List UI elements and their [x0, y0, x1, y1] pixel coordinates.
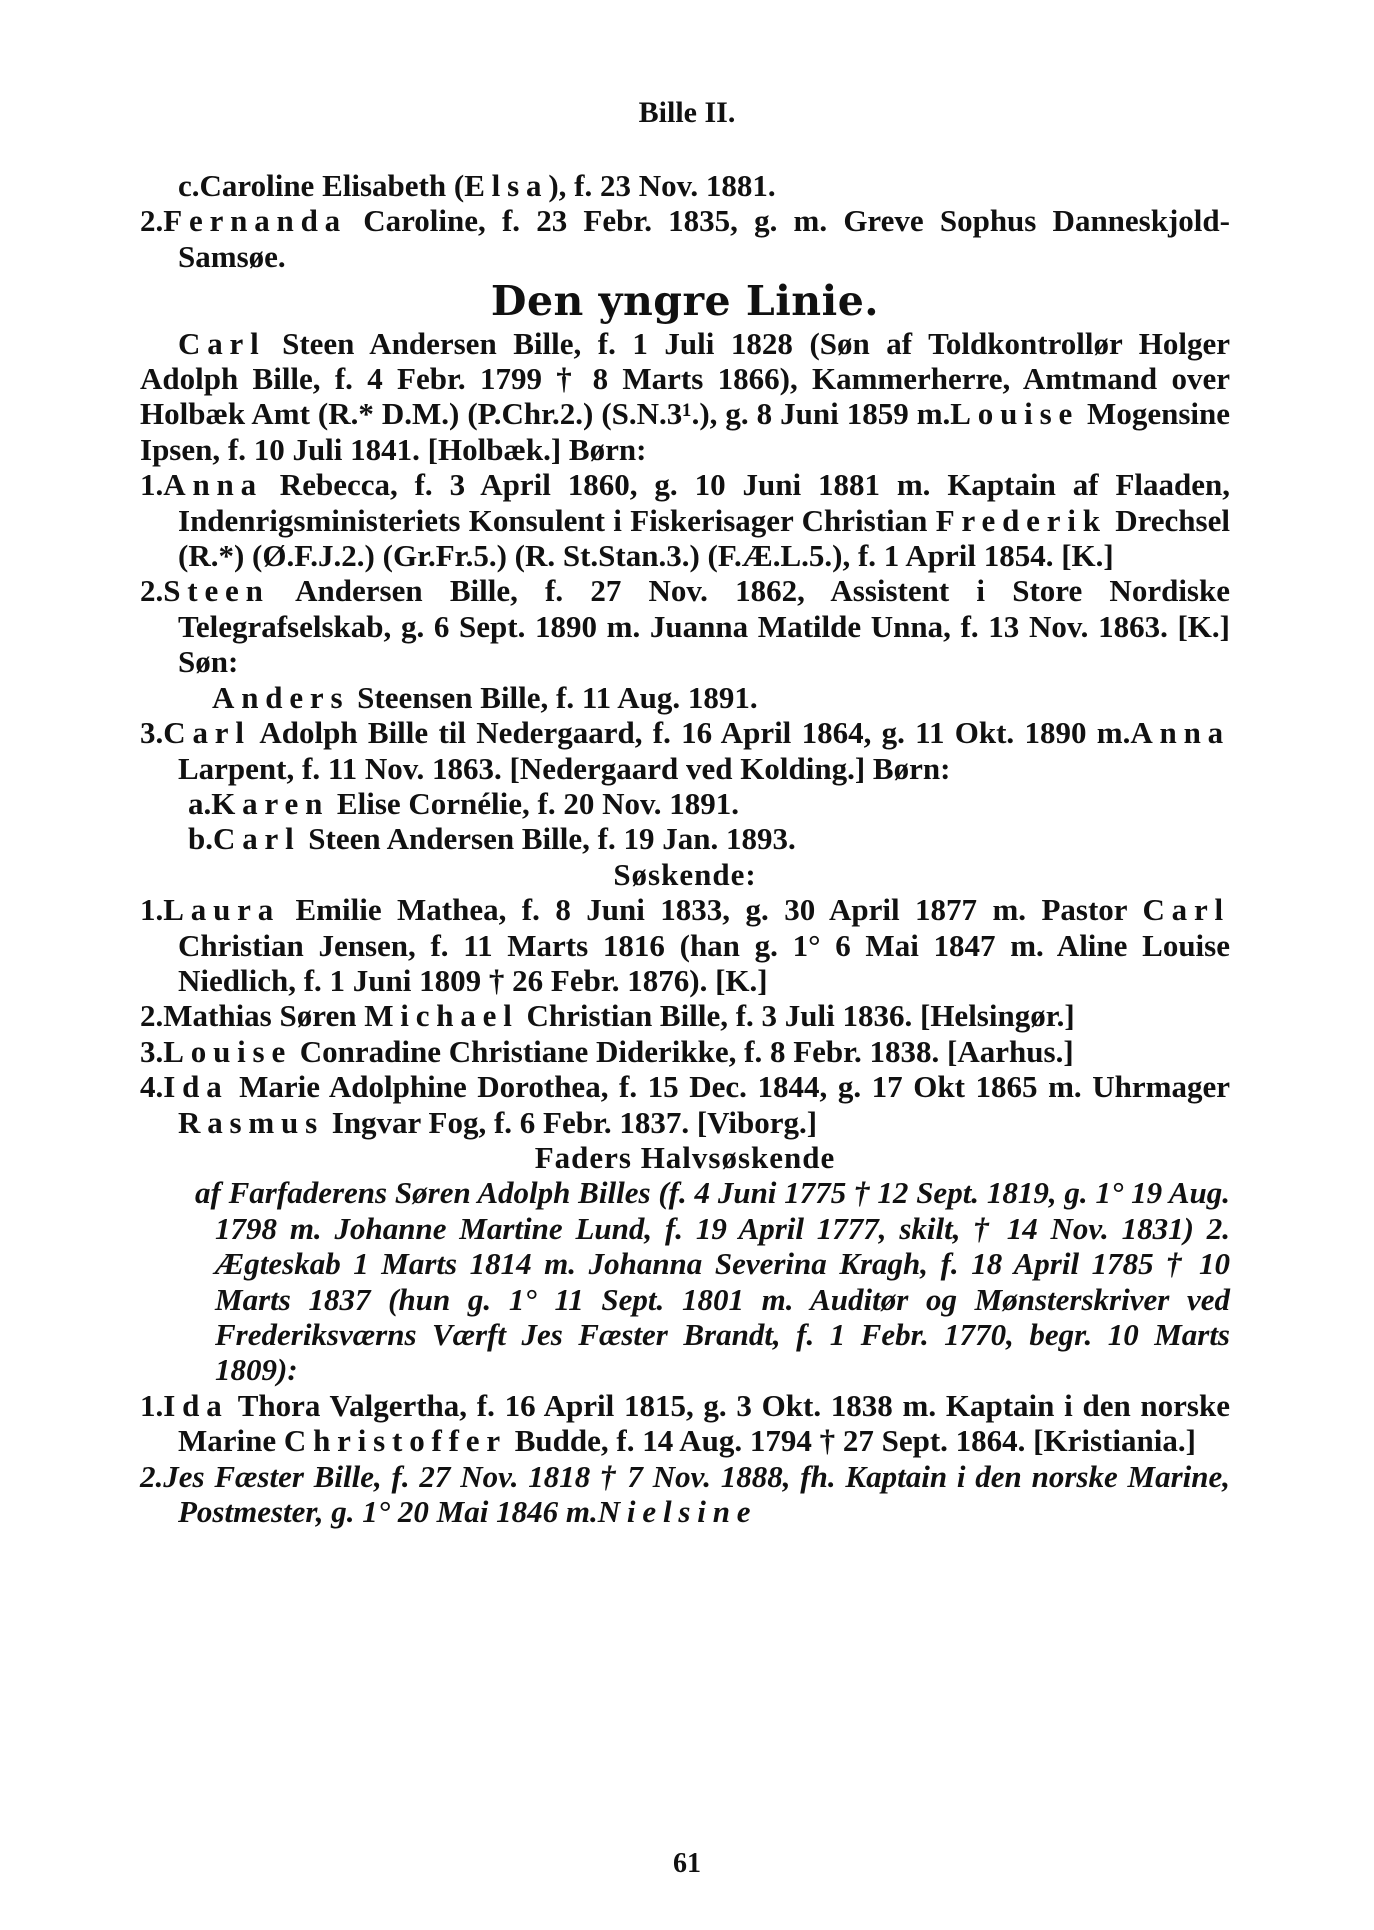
spaced-name: Michael	[364, 998, 519, 1034]
siblings-heading: Søskende:	[613, 856, 757, 892]
spaced-name: Anna	[1130, 715, 1230, 751]
spaced-name: Laura	[163, 892, 281, 928]
spaced-name: Nielsine	[597, 1494, 758, 1530]
entry-text: Emilie Mathea, f. 8 Juni 1833, g. 30 April 1877 m. Pastor	[280, 892, 1143, 928]
entry-text: Steen Andersen Bille, f. 1 Juli 1828 (Søn af Toldkontrollør Holger Adolph Bille, f. 4 Febr. 1799 † 8 Marts 1866), Kammerherre, Amtmand over Holbæk Amt (R.* D.M.) (P.Chr.2.) (S.N.3¹.), g. 8 Juni 1859 m.	[140, 325, 1230, 432]
grandchild-anders	[140, 680, 1230, 715]
spaced-name: Frederik	[935, 502, 1107, 538]
sibling-louise	[140, 1034, 1230, 1069]
entry-number: 1.	[140, 467, 164, 503]
entry-text: ), f. 23 Nov. 1881.	[548, 168, 776, 203]
child-anna-rebecca	[140, 467, 1230, 573]
spaced-name: Anna	[163, 467, 263, 503]
entry-number: 1.	[140, 1387, 164, 1423]
entry-number: 1.	[140, 892, 164, 928]
spaced-name: Steen	[163, 573, 270, 609]
child-carl-adolph	[140, 715, 1230, 786]
entry-number: 3.	[140, 715, 164, 751]
entry-carl-steen-andersen	[140, 326, 1230, 468]
entry-text: Conradine Christiane Diderikke, f. 8 Febr. 1838. [Aarhus.]	[292, 1033, 1074, 1069]
entry-text: Steensen Bille, f. 11 Aug. 1891.	[349, 679, 758, 715]
sibling-ida	[140, 1069, 1230, 1140]
entry-text: Rebecca, f. 3 April 1860, g. 10 Juni 1881 m. Kaptain af Flaaden, Indenrigsministeriets Konsulent i Fiskerisager Christian	[178, 467, 1230, 538]
entry-text: Andersen Bille, f. 27 Nov. 1862, Assistent i Store Nordiske Telegrafselskab, g. 6 Sept. 1890 m. Juanna Matilde Unna, f. 13 Nov. 1863. [K.] Søn:	[178, 573, 1230, 680]
entry-text: Christian Bille, f. 3 Juli 1836. [Helsingør.]	[518, 998, 1075, 1034]
spaced-name: Ida	[163, 1387, 229, 1423]
grandchild-carl-steen	[140, 821, 1230, 856]
spaced-name: Karen	[211, 785, 330, 821]
entry-text: c.Caroline Elisabeth (	[178, 168, 465, 203]
entry-text: Larpent, f. 11 Nov. 1863. [Nedergaard ved Kolding.] Børn:	[178, 750, 951, 786]
spaced-name: Carl	[1142, 892, 1230, 928]
half-sibling-jes	[140, 1459, 1230, 1530]
entry-number: 2.	[140, 573, 164, 609]
entry-text: Mogensine Ipsen, f. 10 Juli 1841. [Holbæk.] Børn:	[140, 396, 1230, 467]
entry-text: Christian Jensen, f. 11 Marts 1816 (han g. 1° 6 Mai 1847 m. Aline Louise Niedlich, f. 1 Juni 1809 † 26 Febr. 1876). [K.]	[178, 927, 1230, 998]
page-body	[140, 168, 1230, 1529]
entry-text: Adolph Bille til Nedergaard, f. 16 April 1864, g. 11 Okt. 1890 m.	[250, 715, 1131, 751]
entry-text: Marie Adolphine Dorothea, f. 15 Dec. 1844, g. 17 Okt 1865 m. Uhrmager	[228, 1069, 1230, 1105]
entry-text: Ingvar Fog, f. 6 Febr. 1837. [Viborg.]	[324, 1104, 818, 1140]
grandchild-karen	[140, 786, 1230, 821]
spaced-name: Anders	[212, 679, 350, 715]
entry-text: Mathias Søren	[163, 998, 365, 1034]
half-siblings-intro: af Farfaderens Søren Adolph Billes (f. 4 Juni 1775 † 12 Sept. 1819, g. 1° 19 Aug. 1798 m. Johanne Martine Lund, f. 19 April 1777, skilt, † 14 Nov. 1831) 2. Ægteskab 1 Marts 1814 m. Johanna Severina Kragh, f. 18 April 1785 † 10 Marts 1837 (hun g. 1° 11 Sept. 1801 m. Auditør og Mønsterskriver ved Frederiksværns Værft Jes Fæster Brandt, f. 1 Febr. 1770, begr. 10 Marts 1809):	[195, 1175, 1230, 1388]
spaced-name: Louise	[950, 396, 1080, 432]
spaced-name: Elsa	[464, 168, 549, 203]
section-title: Den yngre Linie.	[490, 277, 880, 326]
spaced-name: Carl	[178, 325, 266, 361]
entry-number: b.	[188, 821, 213, 857]
entry-text: Jes Fæster Bille, f. 27 Nov. 1818 † 7 Nov. 1888, fh. Kaptain i den norske Marine, Postmester, g. 1° 20 Mai 1846 m.	[163, 1458, 1230, 1530]
entry-number: 3.	[140, 1033, 164, 1069]
spaced-name: Carl	[213, 821, 301, 857]
entry-number: 2.	[140, 998, 164, 1034]
child-steen-andersen	[140, 573, 1230, 679]
spaced-name: Christoffer	[283, 1423, 507, 1459]
entry-number: 2.	[140, 1458, 164, 1494]
entry-text: Thora Valgertha, f. 16 April 1815, g. 3 Okt. 1838 m. Kaptain i den norske Marine	[178, 1387, 1230, 1459]
spaced-name: Rasmus	[178, 1104, 324, 1140]
entry-number: a.	[188, 785, 212, 821]
spaced-name: Louise	[163, 1033, 293, 1069]
entry-number: 2.	[140, 203, 164, 239]
entry-number: 4.	[140, 1069, 164, 1105]
entry-text: Steen Andersen Bille, f. 19 Jan. 1893.	[300, 821, 796, 857]
entry-text: Budde, f. 14 Aug. 1794 † 27 Sept. 1864. [Kristiania.]	[506, 1423, 1196, 1459]
spaced-name: Fernanda	[163, 203, 347, 239]
entry-text: Elise Cornélie, f. 20 Nov. 1891.	[329, 785, 740, 821]
entry-text: Drechsel (R.*) (Ø.F.J.2.) (Gr.Fr.5.) (R. St.Stan.3.) (F.Æ.L.5.), f. 1 April 1854. [K.]	[178, 502, 1230, 574]
running-header: Bille II.	[638, 96, 736, 129]
entry-caroline-elisabeth	[140, 168, 1230, 203]
entry-fernanda	[140, 203, 1230, 274]
sibling-mathias	[140, 998, 1230, 1033]
entry-text: Caroline, f. 23 Febr. 1835, g. m. Greve Sophus Danneskjold-Samsøe.	[178, 203, 1230, 274]
sibling-laura	[140, 892, 1230, 998]
spaced-name: Carl	[163, 715, 251, 751]
half-sibling-ida-thora	[140, 1388, 1230, 1459]
half-siblings-heading: Faders Halvsøskende	[534, 1139, 836, 1175]
page-number: 61	[673, 1848, 701, 1879]
spaced-name: Ida	[163, 1069, 229, 1105]
